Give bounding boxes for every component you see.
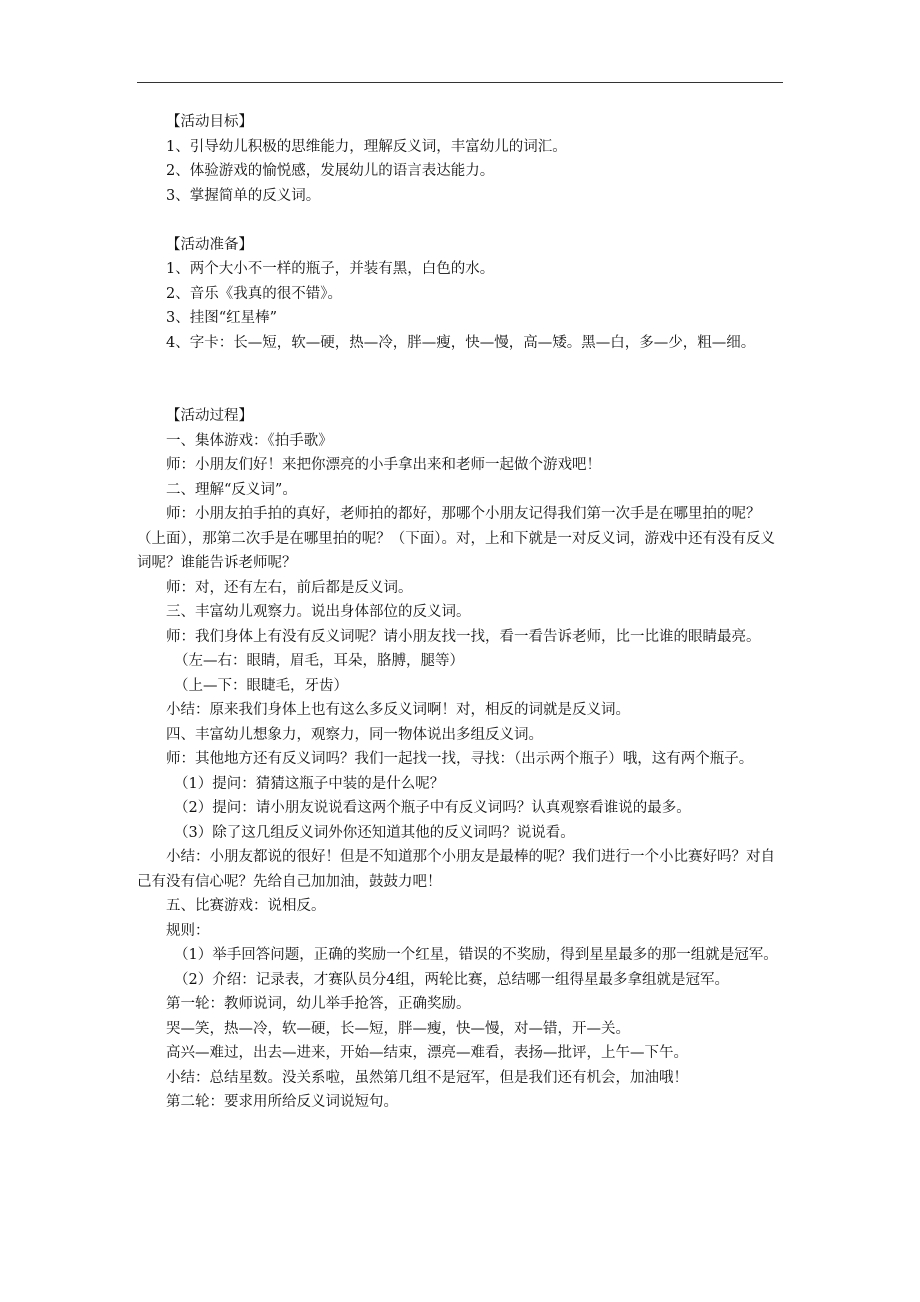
process-paragraph: 一、集体游戏：《拍手歌》 xyxy=(166,432,333,449)
process-paragraph: 师：小朋友拍手拍的真好，老师拍的都好，那哪个小朋友记得我们第一次手是在哪里拍的呢？（上面），那第二次手是在哪里拍的呢？（下面）。对，上和下就是一对反义词，游戏中还有没有反义词呢？谁能告诉老师呢？ xyxy=(137,506,775,571)
process-paragraph: 小结：原来我们身体上也有这么多反义词啊！对，相反的词就是反义词。 xyxy=(166,702,630,718)
process-section xyxy=(137,404,783,1115)
section-gap xyxy=(137,355,783,380)
prep-item: 4、字卡：长—短，软—硬，热—冷，胖—瘦，快—慢，高—矮。黑—白，多—少，粗—细。 xyxy=(166,334,756,351)
goal-item: 1、引导幼儿积极的思维能力，理解反义词，丰富幼儿的词汇。 xyxy=(166,138,567,155)
goals-section xyxy=(137,110,783,208)
process-paragraph: 规则： xyxy=(166,922,210,939)
process-paragraph: 小结：总结星数。没关系啦，虽然第几组不是冠军，但是我们还有机会，加油哦！ xyxy=(166,1069,688,1086)
process-paragraph: （1）举手回答问题，正确的奖励一个红星，错误的不奖励，得到星星最多的那一组就是冠军。 xyxy=(174,947,778,963)
header-rule xyxy=(137,82,783,83)
process-paragraph: 第一轮：教师说词，幼儿举手抢答，正确奖励。 xyxy=(166,996,471,1012)
process-paragraph: 高兴—难过，出去—进来，开始—结束，漂亮—难看，表扬—批评，上午—下午。 xyxy=(166,1045,688,1061)
prep-item: 2、音乐《我真的很不错》。 xyxy=(166,285,342,302)
process-paragraph: 师：其他地方还有反义词吗？我们一起找一找，寻找：（出示两个瓶子）哦，这有两个瓶子。 xyxy=(166,751,754,767)
prep-item: 1、两个大小不一样的瓶子，并装有黑，白色的水。 xyxy=(166,261,495,277)
process-paragraph: （上—下：眼睫毛，牙齿） xyxy=(174,677,348,694)
goal-item: 3、掌握简单的反义词。 xyxy=(166,187,321,204)
section-gap xyxy=(137,208,783,233)
process-paragraph: 师：对，还有左右，前后都是反义词。 xyxy=(166,579,413,596)
process-paragraph: 小结：小朋友都说的很好！但是不知道那个小朋友是最棒的呢？我们进行一个小比赛好吗？对自己有没有信心呢？先给自己加加油，鼓鼓力吧！ xyxy=(137,849,775,890)
prep-item: 3、挂图“红星棒” xyxy=(166,310,278,326)
goals-heading: 【活动目标】 xyxy=(166,114,253,130)
lesson-body xyxy=(137,110,783,1115)
prep-heading: 【活动准备】 xyxy=(166,236,253,253)
goal-item: 2、体验游戏的愉悦感，发展幼儿的语言表达能力。 xyxy=(166,163,495,179)
process-paragraph: （1）提问：猜猜这瓶子中装的是什么呢？ xyxy=(174,775,445,792)
process-paragraph: （2）提问：请小朋友说说看这两个瓶子中有反义词吗？认真观察看谁说的最多。 xyxy=(174,800,691,816)
process-paragraph: （左—右：眼睛，眉毛，耳朵，胳膊，腿等） xyxy=(174,653,464,669)
process-paragraph: 五、比赛游戏：说相反。 xyxy=(166,898,326,914)
process-paragraph: 二、理解“反义词”。 xyxy=(166,481,297,498)
process-paragraph: 三、丰富幼儿观察力。说出身体部位的反义词。 xyxy=(166,604,471,620)
process-paragraph: 四、丰富幼儿想象力，观察力，同一物体说出多组反义词。 xyxy=(166,726,543,743)
section-gap xyxy=(137,380,783,405)
process-paragraph: （2）介绍：记录表，才赛队员分4组，两轮比赛，总结哪一组得星最多拿组就是冠军。 xyxy=(174,971,729,988)
prep-section xyxy=(137,233,783,356)
process-paragraph: 哭—笑，热—冷，软—硬，长—短，胖—瘦，快—慢，对—错，开—关。 xyxy=(166,1020,630,1037)
process-paragraph: 第二轮：要求用所给反义词说短句。 xyxy=(166,1094,398,1110)
process-heading: 【活动过程】 xyxy=(166,408,253,424)
process-paragraph: 师：我们身体上有没有反义词呢？请小朋友找一找，看一看告诉老师，比一比谁的眼睛最亮。 xyxy=(166,628,761,645)
process-paragraph: 师：小朋友们好！来把你漂亮的小手拿出来和老师一起做个游戏吧！ xyxy=(166,457,601,473)
process-paragraph: （3）除了这几组反义词外你还知道其他的反义词吗？说说看。 xyxy=(174,824,575,841)
